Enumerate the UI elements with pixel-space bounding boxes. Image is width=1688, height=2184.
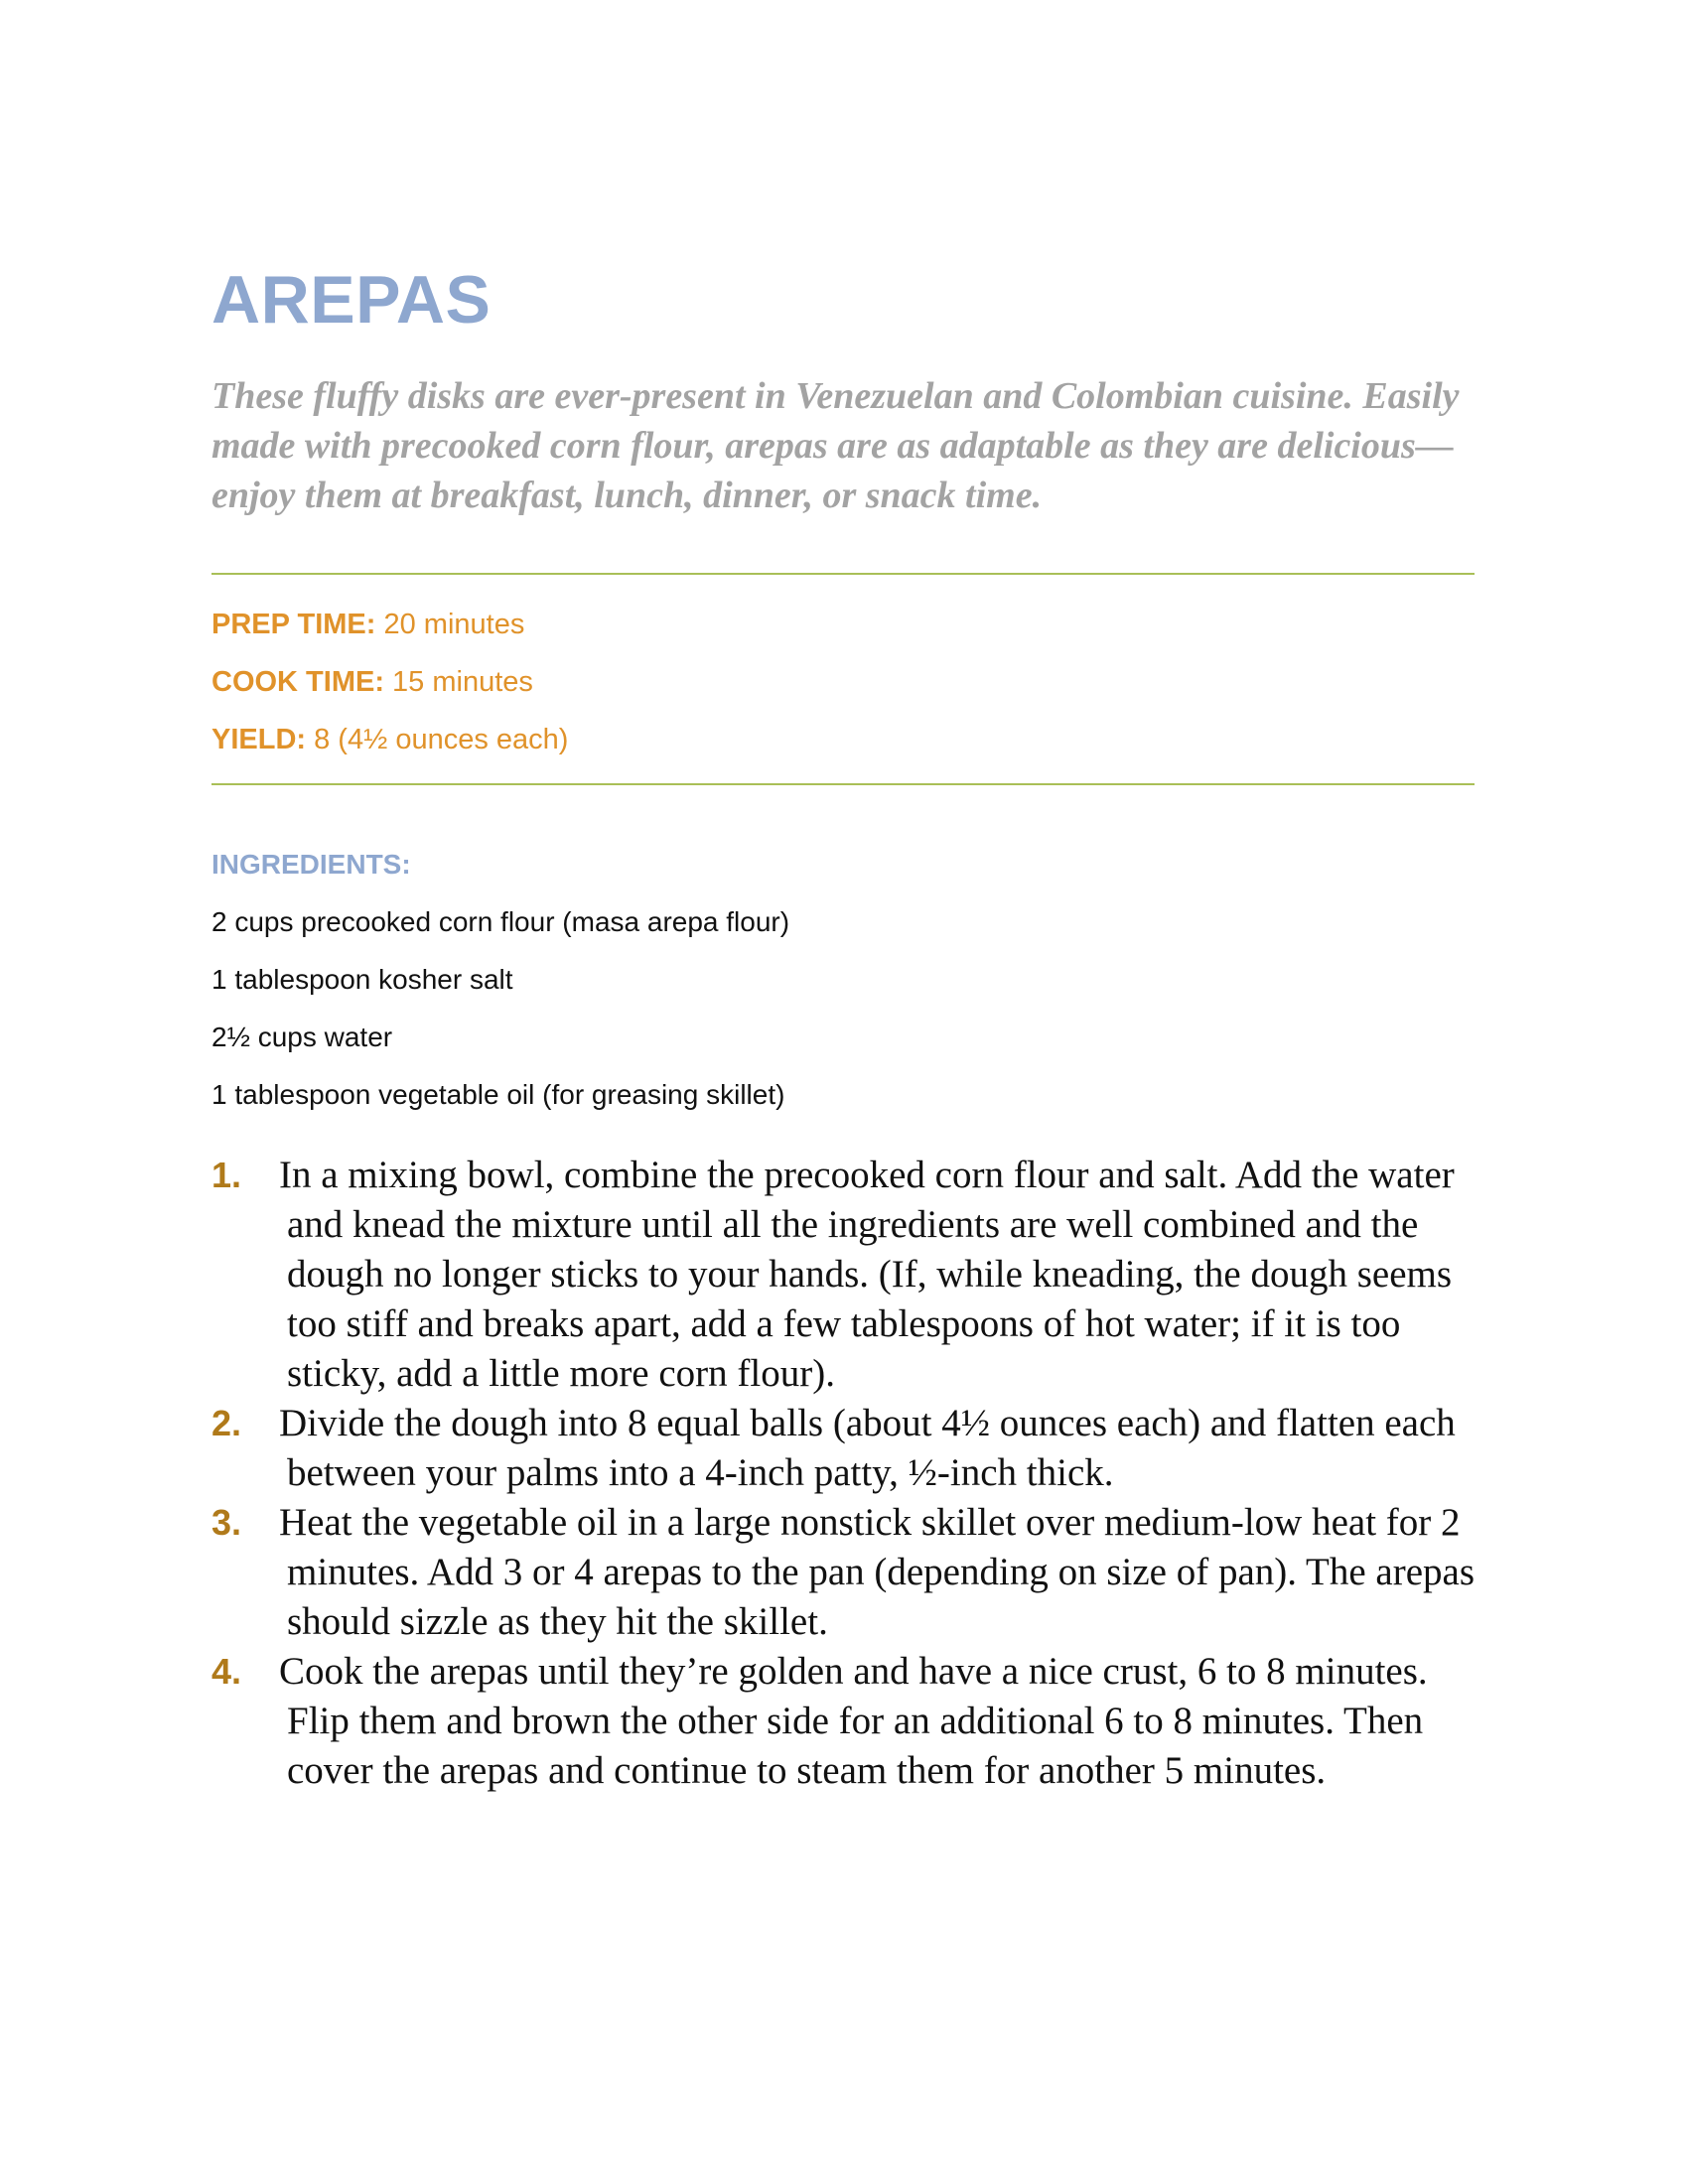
yield [211,720,1475,759]
ingredient-item: 1 tablespoon vegetable oil (for greasing skillet) [211,1079,785,1110]
divider-top [211,573,1475,575]
step-text: Cook the arepas until they’re golden and have a nice crust, 6 to 8 minutes. Flip them and brown the other side for an additional 6 to 8 minutes. Then cover the arepas and continue to steam them for another 5 minutes. [279,1650,1428,1792]
prep-time [211,605,1475,644]
ingredient-item: 2½ cups water [211,1022,393,1052]
step-item [211,1647,1475,1796]
prep-time-label: PREP TIME: [211,609,376,640]
step-text: Divide the dough into 8 equal balls (about 4½ ounces each) and flatten each between your palms into a 4-inch patty, ½-inch thick. [279,1402,1456,1494]
yield-value: 8 (4½ ounces each) [306,724,569,755]
ingredient-item: 1 tablespoon kosher salt [211,964,513,995]
step-number: 2. [211,1403,242,1443]
yield-label: YIELD: [211,724,307,755]
step-number: 4. [211,1651,242,1692]
cook-time-label: COOK TIME: [211,666,384,698]
recipe-title: AREPAS [211,262,492,338]
steps-list [211,1151,1475,1796]
step-number: 1. [211,1155,242,1195]
step-item [211,1399,1475,1498]
prep-time-value: 20 minutes [375,609,525,640]
ingredients-list [211,904,1475,1113]
recipe-meta [211,605,1475,759]
step-item [211,1498,1475,1647]
step-text: Heat the vegetable oil in a large nonstick skillet over medium-low heat for 2 minutes. Add 3 or 4 arepas to the pan (depending on size of pan). The arepas should sizzle as they hit the skillet. [279,1501,1476,1643]
ingredients-heading: INGREDIENTS: [211,849,411,880]
step-number: 3. [211,1502,242,1543]
ingredient-item: 2 cups precooked corn flour (masa arepa flour) [211,906,790,937]
recipe-intro: These fluffy disks are ever-present in Venezuelan and Colombian cuisine. Easily made with precooked corn flour, arepas are as adaptable as they are delicious—enjoy them at breakfast, lunch, dinner, or snack time. [211,375,1460,516]
recipe-page [211,260,1475,1796]
cook-time-value: 15 minutes [384,666,533,698]
step-item [211,1151,1475,1399]
step-text: In a mixing bowl, combine the precooked corn flour and salt. Add the water and knead the mixture until all the ingredients are well combined and the dough no longer sticks to your hands. (If, while kneading, the dough seems too stiff and breaks apart, add a few tablespoons of hot water; if it is too sticky, add a little more corn flour). [279,1154,1455,1395]
divider-bottom [211,783,1475,785]
cook-time [211,662,1475,702]
